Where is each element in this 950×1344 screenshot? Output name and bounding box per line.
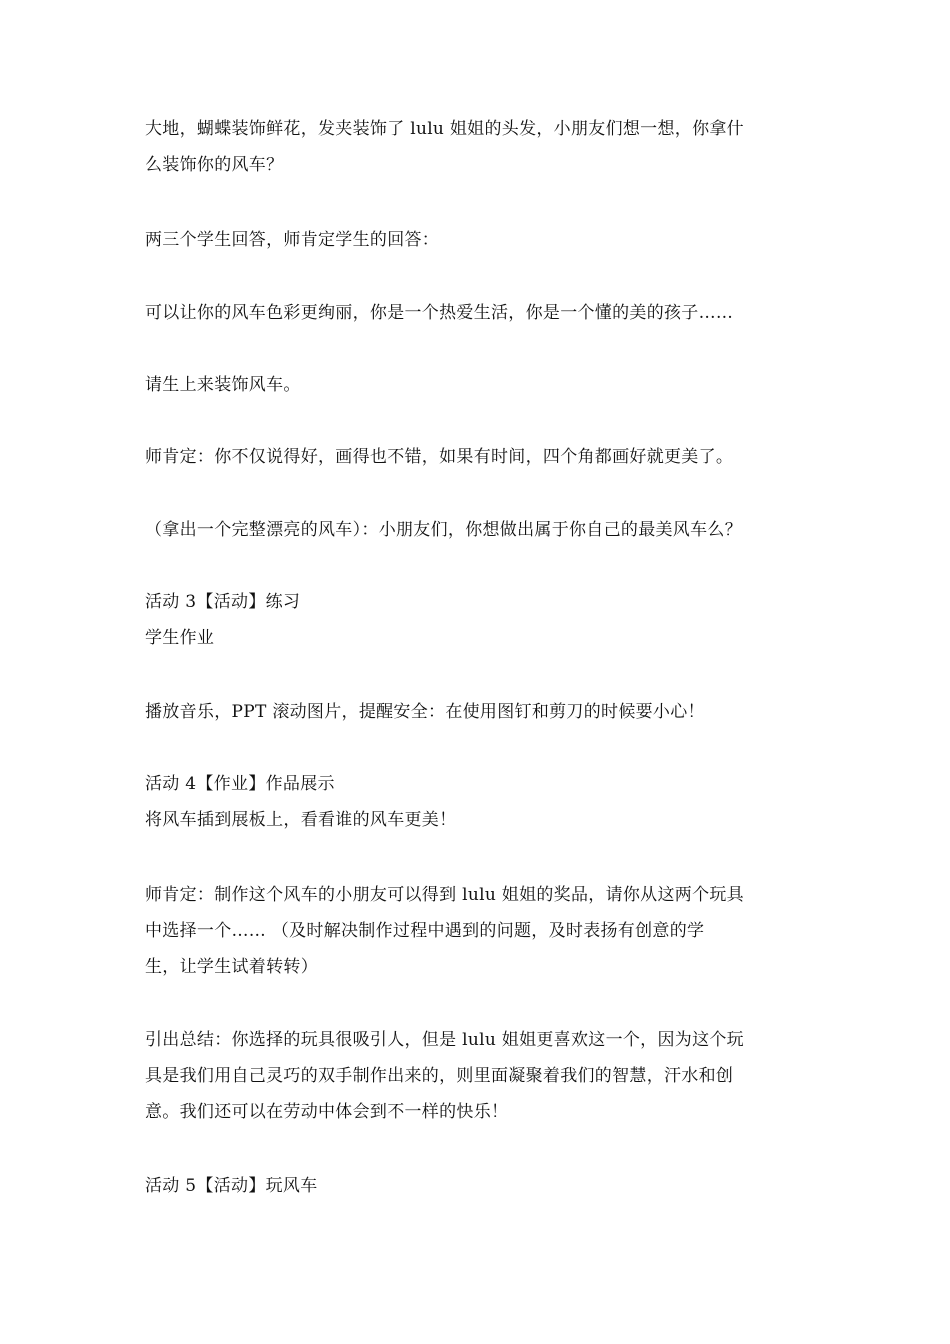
activity-4-subtitle: 将风车插到展板上，看看谁的风车更美！: [145, 810, 457, 830]
activity-3-subtitle: 学生作业: [145, 628, 215, 648]
paragraph-8-line-2: 中选择一个…… （及时解决制作过程中遇到的问题，及时表扬有创意的学: [145, 921, 705, 941]
activity-3-heading: 活动 3【活动】练习: [145, 592, 301, 612]
paragraph-3: 可以让你的风车色彩更绚丽，你是一个热爱生活，你是一个懂的美的孩子……: [145, 303, 734, 323]
paragraph-4: 请生上来装饰风车。: [145, 375, 301, 395]
paragraph-8-line-1: 师肯定：制作这个风车的小朋友可以得到 lulu 姐姐的奖品，请你从这两个玩具: [145, 885, 744, 905]
paragraph-9-line-3: 意。我们还可以在劳动中体会到不一样的快乐！: [145, 1102, 509, 1122]
paragraph-6: （拿出一个完整漂亮的风车）：小朋友们，你想做出属于你自己的最美风车么？: [145, 520, 742, 540]
paragraph-5: 师肯定：你不仅说得好，画得也不错，如果有时间，四个角都画好就更美了。: [145, 447, 734, 467]
paragraph-9-line-1: 引出总结：你选择的玩具很吸引人，但是 lulu 姐姐更喜欢这一个，因为这个玩: [145, 1030, 744, 1050]
paragraph-1-line-1: 大地，蝴蝶装饰鲜花，发夹装饰了 lulu 姐姐的头发，小朋友们想一想，你拿什: [145, 119, 744, 139]
paragraph-1-line-2: 么装饰你的风车？: [145, 155, 284, 175]
paragraph-9-line-2: 具是我们用自己灵巧的双手制作出来的，则里面凝聚着我们的智慧，汗水和创: [145, 1066, 734, 1086]
activity-4-heading: 活动 4【作业】作品展示: [145, 774, 335, 794]
paragraph-7: 播放音乐，PPT 滚动图片，提醒安全：在使用图钉和剪刀的时候要小心！: [145, 702, 705, 722]
paragraph-2: 两三个学生回答，师肯定学生的回答：: [145, 230, 440, 250]
paragraph-8-line-3: 生，让学生试着转转）: [145, 957, 318, 977]
activity-5-heading: 活动 5【活动】玩风车: [145, 1176, 318, 1196]
